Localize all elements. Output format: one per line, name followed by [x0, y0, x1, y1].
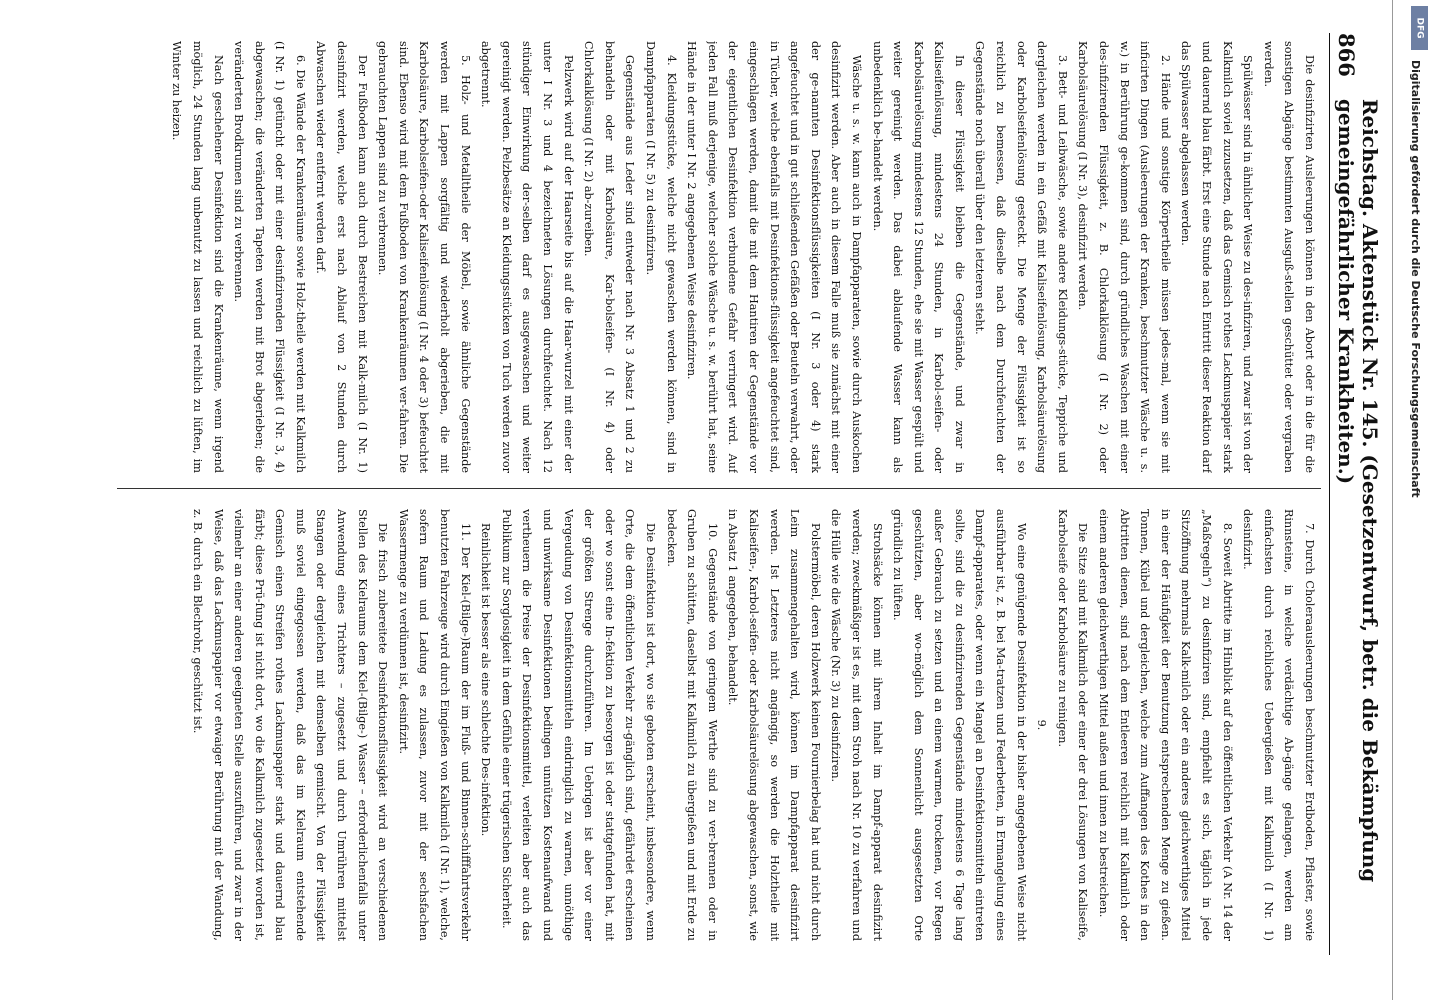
paragraph: Spülwässer sind in ähnlicher Weise zu des-infiziren, und zwar ist von der Kalkmilch soviel zuzusetzen, daß das Gemisch rothes Lackmuspapier stark und dauernd blau färbt. Erst eine Stunde nach Eintritt dieser Reaktion darf das Spülwasser abgelassen werden. — [1179, 41, 1255, 473]
paragraph: Die Sitze sind mit Kalkmilch oder einer der drei Lösungen von Kaliseife, Karbolseife oder Karbolsäure zu reinigen. — [1055, 509, 1090, 941]
paragraph: 3. Bett- und Leibwäsche, sowie andere Kleidungs-stücke, Teppiche und dergleichen werden in ein Gefäß mit Kaliseifenlösung, Karbolsäurelösung oder Karbolseifenlösung gesteckt. Die Menge der Flüssigkeit ist so reichlich zu bemessen, daß dieselbe nach dem Durchfeuchten der Gegenstände noch überall über den letzteren steht. — [973, 41, 1069, 473]
paragraph: Strohsäcke können mit ihrem Inhalt im Dampf-apparat desinfizirt werden; zweckmäßiger ist es, mit dem Stroh nach Nr. 10 zu verfahren und die Hülle wie die Wäsche (Nr. 3) zu desinfiziren. — [829, 509, 884, 941]
paragraph: Gegenstände aus Leder sind entweder nach Nr. 3 Absatz 1 und 2 zu behandeln oder mit Karbolsäure, Kar-bolseifen- (I Nr. 4) oder Chlorkalklösung (I Nr. 2) ab-zureiben. — [582, 41, 637, 473]
page-header — [1329, 33, 1382, 955]
paragraph: 11. Der Kiel-(Bilge-)Raum der im Fluß- und Binnen-schifffahrtsverkehr benutzten Fahrzeuge wird durch Eingießen von Kalkmilch (I Nr. 1), welche, sofern Raum und Ladung es zulassen, zuvor mit der sechsfachen Wassermenge zu verdünnen ist, desinfizirt. — [396, 509, 472, 941]
digitization-credit — [1400, 60, 1428, 910]
paragraph: 9. — [1035, 719, 1049, 731]
paragraph: Der Fußboden kann auch durch Bestreichen mit Kalk-milch (I Nr. 1) desinfizirt werden, welche erst nach Ablauf von 2 Stunden durch Abwaschen wieder entfernt werden darf. — [314, 41, 369, 473]
paragraph: Die desinfizirten Ausleerungen können in den Abort oder in die für die sonstigen Abgänge bestimmten Ausguß-stellen geschüttet oder vergraben werden. — [1261, 41, 1316, 473]
paragraph: Wo eine genügende Desinfektion in der bisher angegebenen Weise nicht ausführbar ist, z. B. bei Ma-tratzen und Federbetten, in Ermangelung eines Dampf-apparates, oder wenn ein Mangel an Desinfektionsmitteln eintreten sollte, sind die zu desinfizirenden Gegenstände mindestens 6 Tage lang außer Gebrauch zu setzen und an einem warmen, trockenen, vor Regen geschützten, aber wo-möglich dem Sonnenlicht ausgesetzten Orte gründlich zu lüften. — [891, 509, 1028, 941]
page-title: Reichstag. Aktenstück Nr. 145. (Gesetzentwurf, betr. die Bekämpfung gemeingefährlicher Krankheiten.) — [1334, 98, 1382, 883]
paragraph: 2. Hände und sonstige Körpertheile müssen jedes-mal, wenn sie mit inficirten Dingen (Ausleerungen der Kranken, beschmutzter Wäsche u. s. w.) in Berührung ge-kommen sind, durch gründliches Waschen mit einer des-infizirenden Flüssigkeit, z. B. Chlorkalklösung (I Nr. 2) oder Karbolsäurelösung (I Nr. 3), desinfizirt werden. — [1076, 41, 1172, 473]
column-divider — [117, 488, 1321, 489]
paragraph: Reinlichkeit ist besser als eine schlechte Des-infektion. — [479, 523, 493, 837]
paragraph: 7. Durch Choleraausleerungen beschmutzter Erdboden, Pflaster, sowie Rinnsteine, in welche verdächtige Ab-gänge gelangen, werden am einfachsten durch reichliches Uebergießen mit Kalkmilch (I Nr. 1) desinfizirt. — [1241, 509, 1316, 941]
left-column — [117, 41, 1319, 473]
right-column — [117, 509, 1319, 941]
paragraph: Die frisch zubereitete Desinfektionsflüssigkeit wird an verschiedenen Stellen des Kielraums dem Kiel-(Bilge-) Wasser – erforderlichenfalls unter Anwendung eines Trichters – zugesetzt und durch Umrühren mittelst Stangen oder dergleichen mit demselben gemischt. Von der Flüssigkeit muß soviel eingegossen werden, daß das im Kielraum entstehende Gemisch einen Streifen rothes Lackmuspapier stark und dauernd blau färbt; diese Prü-fung ist nicht dort, wo die Kalkmilch zugesetzt worden ist, vielmehr an einer anderen geeigneten Stelle auszuführen, und zwar in der Weise, daß das Lackmuspapier vor etwaiger Berührung mit der Wandung, z. B. durch ein Blechrohr, geschützt ist. — [190, 509, 390, 941]
paragraph: 5. Holz- und Metalltheile der Möbel, sowie ähnliche Gegenstände werden mit Lappen sorgfältig und wiederholt abgerieben, die mit Karbolsäure, Karbolseifen-oder Kaliseifenlösung (I Nr. 4 oder 3) befeuchtet sind. Ebenso wird mit dem Fußboden von Krankenräumen ver-fahren. Die gebrauchten Lappen sind zu verbrennen. — [376, 41, 472, 473]
paragraph: Polstermöbel, deren Holzwerk keinen Fournierbelag hat und nicht durch Leim zusammengehalten wird, können im Dampfapparat desinfizirt werden. Ist Letzteres nicht angängig, so werden die Holztheile mit Kaliseifen-, Karbol-seifen- oder Karbolsäurelösung abgewaschen, sonst, wie in Absatz 1 angegeben, behandelt. — [726, 509, 822, 941]
dfg-logo — [1411, 6, 1428, 50]
paragraph: Die Desinfektion ist dort, wo sie geboten erscheint, insbesondere, wenn Orte, die dem öffentlichen Verkehr zu-gänglich sind, gefährdet erscheinen oder wo sonst eine In-fektion zu besorgen ist oder stattgefunden hat, mit der größten Strenge durchzuführen. Im Uebrigen ist aber vor einer Vergeudung von Desinfektionsmitteln eindringlich zu warnen, unnöthige und unwirksame Desinfektionen bedingen unnützen Kostenaufwand und vertheuern die Preise der Desinfektionsmittel, verleiten aber auch das Publikum zur Sorglosigkeit in dem Gefühle einer trügerischen Sicherheit. — [499, 509, 657, 941]
paragraph: Nach geschehener Desinfektion sind die Krankenräume, wenn irgend möglich, 24 Stunden lang unbenutzt zu lassen und reichlich zu lüften, im Winter zu heizen. — [170, 41, 225, 473]
paragraph: Wäsche u. s. w. kann auch in Dampfapparaten, sowie durch Auskochen desinfizirt werden. Aber auch in diesem Falle muß sie zunächst mit einer der ge-nannten Desinfektionsflüssigkeiten (I Nr. 3 oder 4) stark angefeuchtet und in gut schließenden Gefäßen oder Beuteln verwahrt, oder in Tücher, welche ebenfalls mit Desinfektions-flüssigkeit angefeuchtet sind, eingeschlagen werden, damit die mit dem Hantiren der Gegenstände vor der eigentlichen Desinfektion verbundene Gefahr verringert wird. Auf jeden Fall muß derjenige, welcher solche Wäsche u. s. w. berührt hat, seine Hände in der unter I Nr. 2 angegebenen Weise desinfiziren. — [685, 41, 863, 473]
paragraph: 10. Gegenstände von geringem Werthe sind zu ver-brennen oder in Gruben zu schütten, daselbst mit Kalkmilch zu übergießen und mit Erde zu bedecken. — [664, 509, 719, 941]
page-number: 866 — [1334, 33, 1359, 77]
dfg-logo-text: DFG — [1414, 17, 1425, 39]
credit-text: Digitalisierung gefördert durch die Deutsche Forschungsgemeinschaft — [1409, 60, 1422, 498]
paragraph: 8. Soweit Abtritte im Hinblick auf den öffentlichen Verkehr (A Nr. 14 der „Maßregeln“) zu desinfiziren sind, empfiehlt es sich, täglich in jede Sitzöffnung mehrmals Kalk-milch oder ein anderes gleichwerthiges Mittel in einer der Häufigkeit der Benutzung entsprechenden Menge zu gießen. Tonnen, Kübel und dergleichen, welche zum Auffangen des Kothes in den Abtritten dienen, sind nach dem Entleeren reichlich mit Kalkmilch oder einem anderen gleichwerthigen Mittel außen und innen zu bestreichen. — [1097, 509, 1234, 941]
paragraph: In dieser Flüssigkeit bleiben die Gegenstände, und zwar in Kaliseifenlösung, mindestens 24 Stunden, in Karbol-seifen- oder Karbolsäurelösung mindestens 12 Stunden, ehe sie mit Wasser gespült und weiter gereinigt werden. Das dabei ablaufende Wasser kann als unbedenklich be-handelt werden. — [870, 41, 966, 473]
paragraph: 6. Die Wände der Krankenräume sowie Holz-theile werden mit Kalkmilch (I Nr. 1) getüncht oder mit einer desinfizirenden Flüssigkeit (I Nr. 3, 4) abgewaschen; die veränderten Tapeten werden mit Brot abgerieben; die veränderten Brodkrumen sind zu verbrennen. — [232, 41, 307, 473]
scan-edge — [1392, 0, 1393, 1000]
paragraph: Pelzwerk wird auf der Haarseite bis auf die Haar-wurzel mit einer der unter I Nr. 3 und 4 bezeichneten Lösungen durchfeuchtet. Nach 12 stündiger Einwirkung der-selben darf es ausgewaschen und weiter gereinigt werden. Pelzbesätze an Kleidungsstücken von Tuch werden zuvor abgetrennt. — [479, 41, 575, 473]
paragraph: 4. Kleidungsstücke, welche nicht gewaschen werden können, sind in Dampfapparaten (I Nr. 5) zu desinfiziren. — [644, 41, 678, 473]
document-page — [39, 11, 1382, 961]
